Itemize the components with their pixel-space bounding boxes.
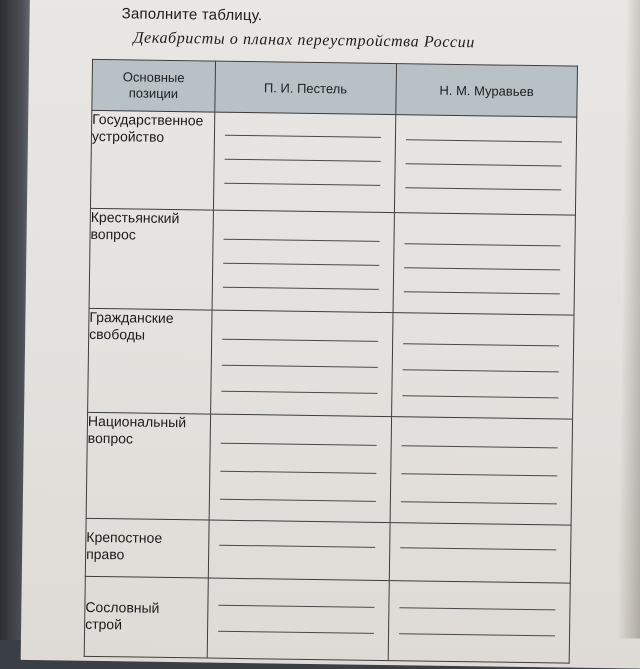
- answer-line: [399, 607, 555, 610]
- answer-cell-pestel[interactable]: [208, 520, 390, 581]
- header-positions-line1: Основные: [122, 69, 185, 86]
- page-edge-shadow: [617, 0, 640, 639]
- row-label-serfdom: [85, 518, 209, 578]
- answer-cell-muravyov[interactable]: [388, 581, 570, 664]
- workbook-page: [21, 0, 640, 669]
- answer-line: [218, 631, 374, 634]
- table-title: Декабристы о планах переустройства России: [133, 29, 476, 52]
- row-label-civil-liberties: [88, 308, 212, 414]
- answer-line: [406, 139, 562, 142]
- table-row: [88, 308, 574, 419]
- task-instruction: Заполните таблицу.: [121, 5, 263, 25]
- table-row: [85, 518, 571, 583]
- answer-cell-pestel[interactable]: [212, 210, 394, 313]
- answer-line: [403, 343, 559, 346]
- answer-line: [401, 445, 557, 448]
- answer-line: [225, 135, 381, 138]
- answer-cell-muravyov[interactable]: [391, 313, 574, 420]
- answer-line: [224, 183, 380, 186]
- row-label-line1: Крестьянский: [90, 208, 180, 227]
- row-label-line2: право: [86, 545, 125, 563]
- answer-line: [222, 365, 378, 368]
- answer-line: [405, 187, 561, 190]
- answer-cell-muravyov[interactable]: [394, 115, 577, 216]
- table-row: [89, 208, 575, 315]
- answer-line: [223, 239, 379, 242]
- answer-line: [404, 291, 560, 294]
- answer-line: [221, 443, 377, 446]
- answer-cell-pestel[interactable]: [209, 414, 391, 523]
- table-row: [90, 110, 576, 215]
- answer-line: [402, 395, 558, 398]
- answer-line: [399, 633, 555, 636]
- answer-cell-pestel[interactable]: [207, 578, 389, 661]
- row-label-national-question: [86, 412, 210, 520]
- table-row: [86, 412, 572, 525]
- answer-line: [220, 471, 376, 474]
- answer-line: [403, 369, 559, 372]
- row-label-line2: вопрос: [87, 429, 134, 447]
- answer-line: [400, 547, 556, 550]
- row-label-line2: вопрос: [90, 225, 136, 243]
- header-muravyov: Н. М. Муравьев: [396, 64, 578, 118]
- answer-line: [401, 473, 557, 476]
- row-label-line1: Крепостное: [86, 528, 163, 546]
- answer-line: [404, 243, 560, 246]
- answer-cell-pestel[interactable]: [210, 310, 392, 417]
- answer-cell-muravyov[interactable]: [389, 523, 571, 584]
- answer-line: [219, 545, 375, 548]
- answer-line: [404, 267, 560, 270]
- answer-cell-pestel[interactable]: [213, 112, 395, 213]
- header-positions: [92, 59, 216, 112]
- answer-cell-muravyov[interactable]: [390, 417, 573, 526]
- row-label-line1: Государственное: [92, 110, 204, 129]
- answer-line: [222, 339, 378, 342]
- row-label-line1: Национальный: [87, 412, 187, 431]
- row-label-peasant-question: [89, 208, 213, 310]
- table-header-row: [92, 59, 578, 117]
- answer-line: [220, 499, 376, 502]
- row-label-line1: Гражданские: [89, 308, 174, 327]
- answer-cell-muravyov[interactable]: [393, 213, 576, 316]
- row-label-line2: свободы: [89, 325, 146, 343]
- row-label-line1: Сословный: [85, 598, 160, 616]
- row-label-line2: устройство: [91, 127, 165, 145]
- answer-line: [223, 263, 379, 266]
- answer-line: [405, 163, 561, 166]
- header-positions-line2: позиции: [128, 85, 179, 102]
- answer-line: [401, 501, 557, 504]
- answer-line: [224, 159, 380, 162]
- table-row: [84, 576, 570, 663]
- answer-line: [218, 605, 374, 608]
- row-label-state-structure: [90, 110, 214, 210]
- row-label-line2: строй: [85, 615, 123, 633]
- answer-line: [223, 287, 379, 290]
- answer-line: [221, 391, 377, 394]
- decembrists-table: [84, 59, 578, 664]
- row-label-estate-system: [84, 576, 208, 658]
- header-pestel: П. И. Пестель: [215, 61, 397, 115]
